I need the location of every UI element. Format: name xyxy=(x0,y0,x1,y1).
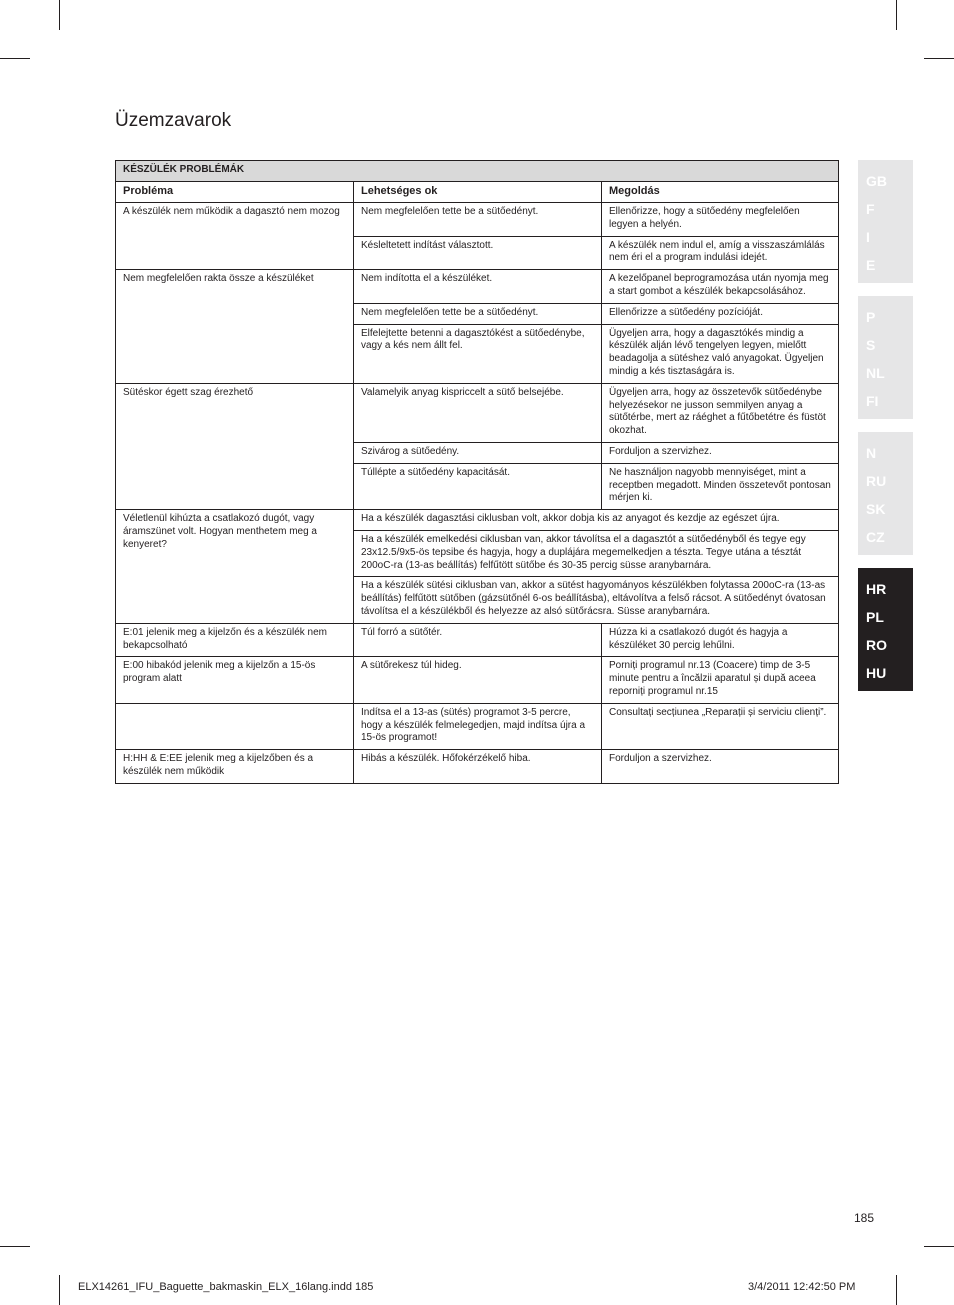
cause-cell: A sütőrekesz túl hideg. xyxy=(354,657,602,703)
language-tab[interactable]: CZ xyxy=(866,529,885,545)
cause-cell: Hibás a készülék. Hőfokérzékelő hiba. xyxy=(354,750,602,784)
crop-mark xyxy=(0,58,30,59)
language-tab[interactable]: HU xyxy=(866,665,887,681)
language-tab[interactable]: RU xyxy=(866,473,887,489)
table-row xyxy=(116,750,839,784)
language-group xyxy=(858,296,913,419)
language-tab[interactable]: I xyxy=(866,229,870,245)
problem-cell: E:00 hibakód jelenik meg a kijelzőn a 15-ös program alatt xyxy=(116,657,354,703)
section-title: KÉSZÜLÉK PROBLÉMÁK xyxy=(116,161,839,182)
crop-mark xyxy=(0,1246,30,1247)
crop-mark xyxy=(896,0,897,30)
cause-cell: Indítsa el a 13-as (sütés) programot 3-5 percre, hogy a készülék felmelegedjen, majd indítsa újra a 15-ös programot! xyxy=(354,703,602,749)
cause-cell: Túl forró a sütőtér. xyxy=(354,623,602,657)
solution-cell: Forduljon a szervizhez. xyxy=(602,442,839,463)
table-row xyxy=(116,270,839,304)
merged-solution-cell: Ha a készülék emelkedési ciklusban van, akkor távolítsa el a dagasztót a sütőedényből és tegye egy 23x12.5/9x5-ös tepsibe és hagyja, hogy a duplájára megemelkedjen a tészta. Tegye utána a tésztát 200oC-ra (13-as beállítás) felfűtött sütőbe és 30-35 percig süsse aranybarnára. xyxy=(354,530,839,576)
problem-cell: Véletlenül kihúzta a csatlakozó dugót, vagy áramszünet volt. Hogyan menthetem meg a kenyeret? xyxy=(116,510,354,624)
crop-mark xyxy=(59,1275,60,1305)
table-row xyxy=(116,203,839,237)
cause-cell: Túllépte a sütőedény kapacitását. xyxy=(354,463,602,509)
section-header-row xyxy=(116,161,839,182)
language-tab[interactable]: HR xyxy=(866,581,887,597)
language-tab[interactable]: S xyxy=(866,337,876,353)
solution-cell: A készülék nem indul el, amíg a visszaszámlálás nem éri el a program indulási idejét. xyxy=(602,236,839,270)
cause-cell: Elfelejtette betenni a dagasztókést a sütőedénybe, vagy a kés nem állt fel. xyxy=(354,324,602,383)
cause-cell: Szivárog a sütőedény. xyxy=(354,442,602,463)
crop-mark xyxy=(896,1275,897,1305)
column-header-problem: Probléma xyxy=(116,182,354,203)
solution-cell: Húzza ki a csatlakozó dugót és hagyja a készüléket 30 percig lehűlni. xyxy=(602,623,839,657)
language-tab[interactable]: NL xyxy=(866,365,885,381)
table-row xyxy=(116,657,839,703)
problem-cell: E:01 jelenik meg a kijelzőn és a készülék nem bekapcsolható xyxy=(116,623,354,657)
problem-cell: Sütéskor égett szag érezhető xyxy=(116,383,354,509)
language-tab[interactable]: SK xyxy=(866,501,886,517)
solution-cell: Ellenőrizze, hogy a sütőedény megfelelően legyen a helyén. xyxy=(602,203,839,237)
page-title: Üzemzavarok xyxy=(115,110,232,131)
column-header-cause: Lehetséges ok xyxy=(354,182,602,203)
solution-cell: Consultați secțiunea „Reparații și serviciu clienți”. xyxy=(602,703,839,749)
footer-file-info: ELX14261_IFU_Baguette_bakmaskin_ELX_16lang.indd 185 xyxy=(78,1281,374,1293)
solution-cell: Forduljon a szervizhez. xyxy=(602,750,839,784)
language-tab[interactable]: FI xyxy=(866,393,879,409)
merged-solution-cell: Ha a készülék dagasztási ciklusban volt, akkor dobja kis az anyagot és kezdje az egészet újra. xyxy=(354,510,839,531)
problem-cell: A készülék nem működik a dagasztó nem mozog xyxy=(116,203,354,270)
crop-mark xyxy=(924,1246,954,1247)
footer-date: 3/4/2011 12:42:50 PM xyxy=(748,1281,856,1293)
cause-cell: Nem megfelelően tette be a sütőedényt. xyxy=(354,303,602,324)
solution-cell: Ne használjon nagyobb mennyiséget, mint a receptben megadott. Minden összetevőt pontosan mérjen ki. xyxy=(602,463,839,509)
cause-cell: Nem megfelelően tette be a sütőedényt. xyxy=(354,203,602,237)
problem-cell xyxy=(116,703,354,749)
language-tab[interactable]: N xyxy=(866,445,877,461)
problem-cell: H:HH & E:EE jelenik meg a kijelzőben és a készülék nem működik xyxy=(116,750,354,784)
problem-cell: Nem megfelelően rakta össze a készüléket xyxy=(116,270,354,384)
solution-cell: Ellenőrizze a sütőedény pozícióját. xyxy=(602,303,839,324)
cause-cell: Késleltetett indítást választott. xyxy=(354,236,602,270)
page-number: 185 xyxy=(854,1211,875,1225)
cause-cell: Valamelyik anyag kispriccelt a sütő belsejébe. xyxy=(354,383,602,442)
column-header-row xyxy=(116,182,839,203)
language-group xyxy=(858,432,913,555)
table-row xyxy=(116,510,839,531)
troubleshooting-table xyxy=(115,160,839,784)
table-body xyxy=(116,161,839,784)
cause-cell: Nem indította el a készüléket. xyxy=(354,270,602,304)
column-header-solution: Megoldás xyxy=(602,182,839,203)
language-tab[interactable]: GB xyxy=(866,173,887,189)
language-tab[interactable]: E xyxy=(866,257,876,273)
solution-cell: Porniți programul nr.13 (Coacere) timp de 3-5 minute pentru a încălzii aparatul și după aceea reporniți programul nr.15 xyxy=(602,657,839,703)
table-row xyxy=(116,623,839,657)
table-row xyxy=(116,383,839,442)
solution-cell: Ügyeljen arra, hogy az összetevők sütőedénybe helyezésekor ne jusson semmilyen anyag a sütőtérbe, mert az ráéghet a fűtőbetétre és füstöt okozhat. xyxy=(602,383,839,442)
solution-cell: Ügyeljen arra, hogy a dagasztókés mindig a készülék alján lévő tengelyen legyen, mielőtt beadagolja a sütéshez való anyagokat. Ügyeljen mindig a kés tisztaságára is. xyxy=(602,324,839,383)
merged-solution-cell: Ha a készülék sütési ciklusban van, akkor a sütést hagyományos készülékben folytassa 200oC-ra (13-as beállítás) felfűtött sütőben (gázsütőnél 6-os beállításba), eltávolítva a felső rácsot. A sütőedényt óvatosan távolítsa el a készülékből és helyezze az alsó sütőrácsra. Süsse aranybarnára. xyxy=(354,577,839,623)
language-tab[interactable]: F xyxy=(866,201,875,217)
crop-mark xyxy=(59,0,60,30)
language-tab[interactable]: P xyxy=(866,309,876,325)
language-group xyxy=(858,160,913,283)
table-row xyxy=(116,703,839,749)
language-tab[interactable]: RO xyxy=(866,637,887,653)
solution-cell: A kezelőpanel beprogramozása után nyomja meg a start gombot a készülék bekapcsolásához. xyxy=(602,270,839,304)
crop-mark xyxy=(924,58,954,59)
language-tab[interactable]: PL xyxy=(866,609,884,625)
language-group xyxy=(858,568,913,691)
